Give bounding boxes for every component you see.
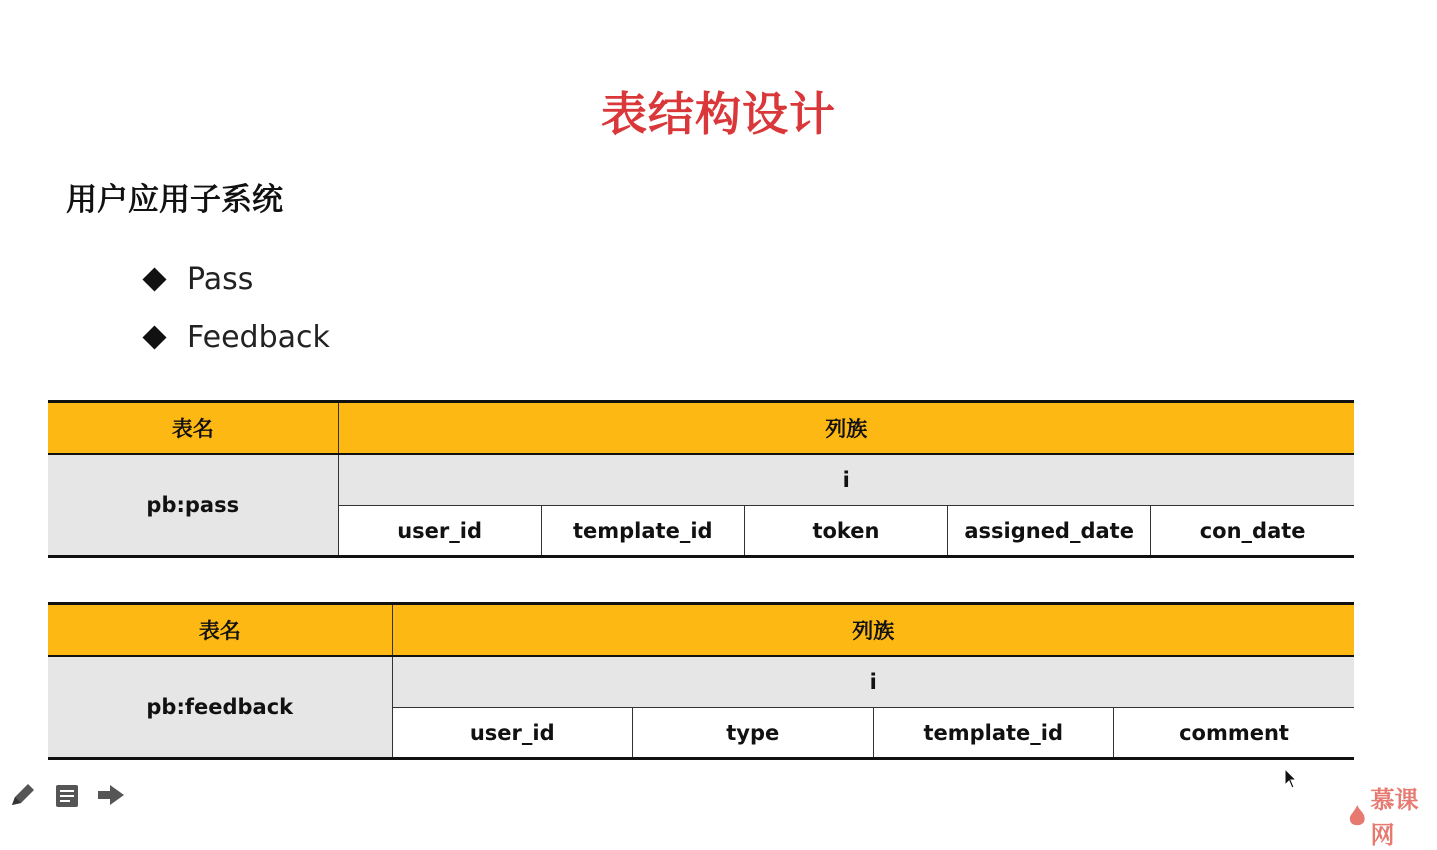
watermark-text: 慕课网 (1370, 786, 1419, 849)
column-family-cell: i (338, 454, 1354, 506)
bullet-list (140, 250, 330, 366)
table-name-cell: pb:pass (48, 454, 338, 557)
table-feedback-schema (48, 602, 1354, 760)
section-subtitle: 用户应用子系统 (66, 182, 283, 218)
flame-logo-icon (1348, 803, 1366, 827)
diamond-bullet-icon (142, 325, 166, 349)
family-row (48, 454, 1354, 506)
column-cell: con_date (1151, 506, 1354, 557)
table-pass-schema (48, 400, 1354, 558)
bullet-text: Feedback (187, 319, 330, 355)
column-cell: template_id (873, 708, 1114, 759)
table-name-cell: pb:feedback (48, 656, 392, 759)
mouse-cursor-icon (1284, 768, 1298, 794)
diamond-bullet-icon (142, 267, 166, 291)
header-column-family: 列族 (392, 604, 1354, 657)
column-cell: type (633, 708, 874, 759)
bullet-item-pass (140, 250, 330, 308)
table-header-row (48, 604, 1354, 657)
bullet-item-feedback (140, 308, 330, 366)
arrow-right-icon[interactable] (96, 782, 126, 808)
bullet-text: Pass (187, 261, 254, 297)
column-cell: token (744, 506, 947, 557)
header-column-family: 列族 (338, 402, 1354, 455)
column-cell: user_id (338, 506, 541, 557)
table-header-row (48, 402, 1354, 455)
header-table-name: 表名 (48, 402, 338, 455)
presentation-toolbar (8, 782, 126, 808)
column-cell: template_id (541, 506, 744, 557)
column-family-cell: i (392, 656, 1354, 708)
column-cell: comment (1114, 708, 1355, 759)
watermark-logo (1348, 780, 1437, 850)
column-cell: assigned_date (948, 506, 1151, 557)
header-table-name: 表名 (48, 604, 392, 657)
slide-title: 表结构设计 (601, 87, 836, 141)
family-row (48, 656, 1354, 708)
column-cell: user_id (392, 708, 633, 759)
pen-icon[interactable] (8, 782, 38, 808)
notes-icon[interactable] (52, 782, 82, 808)
